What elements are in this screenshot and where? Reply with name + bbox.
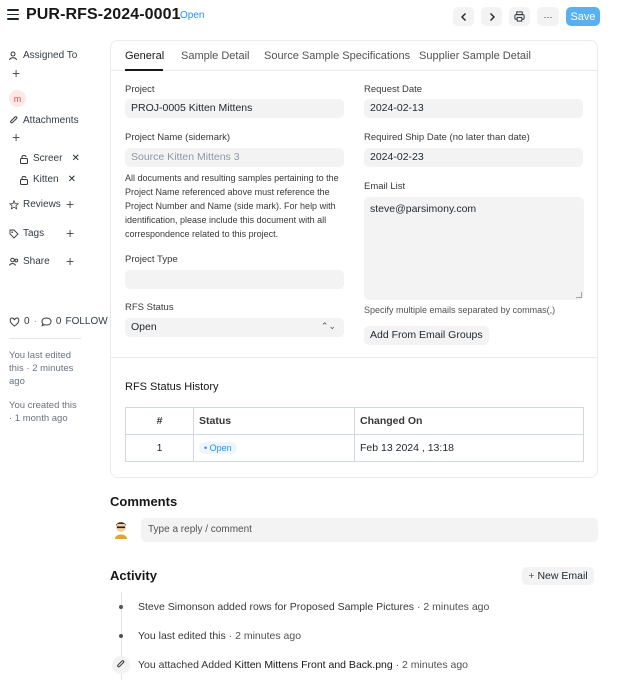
- attachment-item[interactable]: [19, 174, 76, 185]
- project-type-label: Project Type: [125, 254, 178, 265]
- rfs-status-label: RFS Status: [125, 302, 174, 313]
- resize-handle[interactable]: [576, 292, 582, 298]
- email-list-value: steve@parsimony.com: [370, 203, 477, 215]
- table-header-row: [126, 408, 584, 435]
- ship-date-label: Required Ship Date (no later than date): [364, 132, 530, 143]
- reviews-label: Reviews: [23, 199, 61, 210]
- table-row[interactable]: [126, 435, 584, 462]
- attachment-name[interactable]: Screer: [33, 153, 63, 164]
- tab-sample-detail[interactable]: Sample Detail: [181, 50, 250, 62]
- add-assignee-icon[interactable]: +: [12, 65, 21, 81]
- page-title: PUR-RFS-2024-0001: [26, 6, 181, 23]
- column-header-status: Status: [194, 408, 355, 435]
- activity-text: Steve Simonson added rows for Proposed Sample Pictures: [138, 601, 415, 613]
- project-name-field[interactable]: Source Kitten Mittens 3: [125, 148, 344, 167]
- email-hint: Specify multiple emails separated by commas(,): [364, 305, 556, 315]
- printer-icon: [514, 11, 525, 22]
- ship-date-field[interactable]: 2024-02-23: [364, 148, 583, 167]
- paperclip-icon: [9, 116, 19, 126]
- star-icon: [9, 200, 19, 210]
- more-actions-button[interactable]: ···: [537, 7, 559, 26]
- attachments-section: [9, 115, 79, 126]
- column-header-changed-on: Changed On: [355, 408, 584, 435]
- hamburger-menu-icon[interactable]: [7, 9, 19, 21]
- activity-time: · 2 minutes ago: [414, 601, 490, 613]
- share-users-icon: [9, 257, 19, 267]
- tab-source-sample-specifications[interactable]: Source Sample Specifications: [264, 50, 411, 62]
- activity-item: [138, 601, 489, 613]
- sidebar-divider: [9, 338, 81, 339]
- activity-text: You last edited this: [138, 630, 226, 642]
- comment-input[interactable]: Type a reply / comment: [141, 518, 598, 542]
- add-from-email-groups-button[interactable]: Add From Email Groups: [364, 326, 489, 345]
- comment-count: 0: [55, 316, 62, 327]
- lock-icon: [19, 175, 29, 185]
- activity-title: Activity: [110, 568, 157, 583]
- row-changed-on[interactable]: Feb 13 2024 , 13:18: [355, 435, 584, 462]
- email-list-textarea[interactable]: [364, 197, 584, 300]
- assigned-to-section: [9, 50, 77, 61]
- attachments-label: Attachments: [23, 115, 79, 126]
- active-tab-indicator: [125, 69, 163, 71]
- user-plus-icon: [9, 51, 19, 61]
- created-note: You created this · 1 month ago: [9, 400, 77, 424]
- next-doc-button[interactable]: [481, 7, 502, 26]
- share-label: Share: [23, 256, 50, 267]
- section-divider: [111, 357, 597, 358]
- row-status-cell[interactable]: [194, 435, 355, 462]
- tags-section: [9, 228, 44, 239]
- activity-item: [138, 659, 468, 671]
- row-number: 1: [126, 435, 194, 462]
- email-list-label: Email List: [364, 181, 406, 192]
- status-pill: • Open: [199, 442, 237, 454]
- remove-attachment-icon[interactable]: ✕: [67, 174, 76, 185]
- request-date-field[interactable]: 2024-02-13: [364, 99, 583, 118]
- form-sidebar: [0, 40, 108, 440]
- new-email-label: New Email: [537, 570, 588, 582]
- rfs-status-select[interactable]: [125, 318, 344, 337]
- lock-icon: [19, 154, 29, 164]
- add-review-icon[interactable]: +: [66, 196, 75, 212]
- activity-text: You attached Added: [138, 659, 235, 671]
- new-email-button[interactable]: [522, 567, 594, 585]
- project-description: All documents and resulting samples pertaining to the Project Name referenced above must reference the Project Number and Name (side mark). For help with identification, please include this document with all correspondence related to this project.: [125, 173, 339, 239]
- last-edited-note: You last edited this · 2 minutes ago: [9, 350, 74, 387]
- tab-supplier-sample-detail[interactable]: Supplier Sample Detail: [419, 50, 531, 62]
- attachment-item[interactable]: [19, 153, 80, 164]
- tab-general[interactable]: General: [125, 50, 165, 62]
- previous-doc-button[interactable]: [453, 7, 474, 26]
- request-date-label: Request Date: [364, 84, 423, 95]
- paperclip-icon: [116, 660, 126, 670]
- user-avatar: [111, 518, 131, 540]
- timeline-dot: [119, 634, 123, 638]
- tags-label: Tags: [23, 228, 45, 239]
- add-attachment-icon[interactable]: +: [12, 129, 21, 145]
- rfs-status-history-title: RFS Status History: [125, 381, 219, 393]
- assigned-to-label: Assigned To: [23, 50, 78, 61]
- activity-time: · 2 minutes ago: [225, 630, 302, 642]
- comments-title: Comments: [110, 494, 178, 509]
- assignee-avatar[interactable]: m: [9, 90, 26, 107]
- separator-dot: ·: [33, 316, 37, 327]
- follow-button[interactable]: FOLLOW: [65, 316, 108, 327]
- share-section: [9, 256, 50, 267]
- column-header-num: #: [126, 408, 194, 435]
- attachment-name[interactable]: Kitten: [33, 174, 59, 185]
- page-header: [0, 0, 618, 34]
- form-tabs: [111, 41, 597, 71]
- select-arrows-icon: ⌃⌄: [320, 321, 336, 331]
- activity-item: [138, 630, 301, 642]
- attachment-activity-icon: [112, 656, 130, 674]
- reviews-section: [9, 199, 61, 210]
- engagement-row: [9, 316, 108, 327]
- project-label: Project: [125, 84, 155, 95]
- plus-icon: +: [528, 570, 535, 582]
- save-button[interactable]: Save: [566, 7, 600, 26]
- form-card: [110, 40, 598, 478]
- like-count: 0: [24, 316, 30, 327]
- project-field[interactable]: PROJ-0005 Kitten Mittens: [125, 99, 344, 118]
- activity-time: · 2 minutes ago: [392, 659, 469, 671]
- project-type-field[interactable]: [125, 270, 344, 289]
- comment-icon[interactable]: [41, 317, 52, 327]
- status-pill-text: Open: [209, 443, 232, 453]
- tag-icon: [9, 229, 19, 239]
- status-history-table: [125, 407, 584, 462]
- chevron-left-icon: [459, 12, 469, 22]
- status-indicator: Open: [180, 10, 205, 21]
- add-share-icon[interactable]: +: [66, 253, 75, 269]
- timeline-dot: [119, 605, 123, 609]
- attachment-link[interactable]: Kitten Mittens Front and Back.png: [234, 659, 393, 671]
- rfs-status-value: Open: [131, 321, 157, 333]
- remove-attachment-icon[interactable]: ✕: [71, 153, 80, 164]
- project-name-label: Project Name (sidemark): [125, 132, 231, 143]
- add-tag-icon[interactable]: +: [66, 225, 75, 241]
- chevron-right-icon: [487, 12, 497, 22]
- heart-icon[interactable]: [9, 317, 20, 327]
- print-button[interactable]: [509, 7, 530, 26]
